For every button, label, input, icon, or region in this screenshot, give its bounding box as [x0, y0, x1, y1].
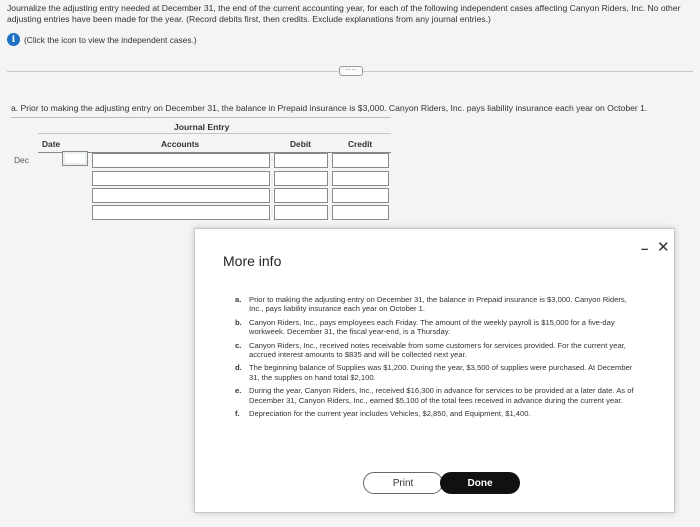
- debit-input-1[interactable]: [274, 153, 328, 168]
- list-item: [235, 363, 639, 382]
- credit-input-1[interactable]: [332, 153, 389, 168]
- done-button[interactable]: Done: [440, 472, 520, 494]
- list-item: [235, 295, 639, 314]
- col-date-header: Date: [42, 139, 61, 149]
- account-input-1[interactable]: [92, 153, 270, 168]
- question-text: a. Prior to making the adjusting entry on December 31, the balance in Prepaid insurance is $3,000. Canyon Riders, Inc. pays liability insurance each year on October 1.: [11, 103, 648, 113]
- account-input-2[interactable]: [92, 171, 270, 186]
- list-item: [235, 341, 639, 360]
- account-input-3[interactable]: [92, 188, 270, 203]
- item-text: Prior to making the adjusting entry on December 31, the balance in Prepaid insurance is $3,000. Canyon Riders, Inc., pays liability insurance each year on October 1.: [249, 295, 627, 314]
- item-text: During the year, Canyon Riders, Inc., received $16,300 in advance for services to be provided at a later date. As of December 31, Canyon Riders, Inc., earned $5,100 of the total fees received in advance during the current year.: [249, 386, 634, 405]
- col-credit-header: Credit: [348, 139, 373, 149]
- item-text: The beginning balance of Supplies was $1,200. During the year, $3,500 of supplies were purchased. At December 31, the supplies on hand total $2,100.: [249, 363, 633, 382]
- row-month-label: Dec: [14, 155, 29, 165]
- list-item: [235, 318, 639, 337]
- account-input-4[interactable]: [92, 205, 270, 220]
- more-info-modal: [194, 228, 675, 513]
- print-button[interactable]: Print: [363, 472, 443, 494]
- col-accounts-header: Accounts: [161, 139, 200, 149]
- item-letter: d.: [235, 363, 242, 373]
- date-day-input[interactable]: [62, 151, 88, 166]
- item-letter: a.: [235, 295, 242, 304]
- view-cases-link[interactable]: [7, 33, 197, 46]
- debit-input-4[interactable]: [274, 205, 328, 220]
- close-icon[interactable]: ✕: [657, 239, 670, 256]
- credit-input-3[interactable]: [332, 188, 389, 203]
- journal-title: Journal Entry: [174, 122, 230, 132]
- modal-title: More info: [223, 253, 282, 269]
- cases-list: [235, 295, 639, 422]
- debit-input-3[interactable]: [274, 188, 328, 203]
- item-letter: f.: [235, 409, 240, 419]
- col-debit-header: Debit: [290, 139, 311, 149]
- list-item: [235, 409, 639, 418]
- credit-input-4[interactable]: [332, 205, 389, 220]
- list-item: [235, 386, 639, 405]
- question-divider: [11, 117, 391, 118]
- item-letter: e.: [235, 386, 242, 396]
- minimize-icon[interactable]: –: [641, 241, 649, 256]
- expand-button[interactable]: ····: [339, 66, 363, 76]
- item-text: Canyon Riders, Inc., received notes receivable from some customers for services provided. For the current year, accrued interest amounts to $835 and will be collected next year.: [249, 340, 626, 360]
- journal-title-divider: [38, 133, 391, 134]
- instructions-text: Journalize the adjusting entry needed at December 31, the end of the current accounting year, for each of the following independent cases affecting Canyon Riders, Inc. No other adjusting entries have been made for the year. (Record debits first, then credits. Exclude explanations from any journal entries.): [7, 3, 681, 24]
- debit-input-2[interactable]: [274, 171, 328, 186]
- item-text: Canyon Riders, Inc., pays employees each Friday. The amount of the weekly payroll is $15,000 for a five-day workweek. December 31, the fiscal year-end, is a Thursday.: [249, 317, 615, 337]
- item-letter: b.: [235, 317, 242, 327]
- item-text: Depreciation for the current year includes Vehicles, $2,850, and Equipment, $1,400.: [249, 409, 531, 419]
- item-letter: c.: [235, 340, 242, 350]
- credit-input-2[interactable]: [332, 171, 389, 186]
- info-icon[interactable]: i: [7, 33, 20, 46]
- view-cases-label: (Click the icon to view the independent cases.): [24, 34, 197, 45]
